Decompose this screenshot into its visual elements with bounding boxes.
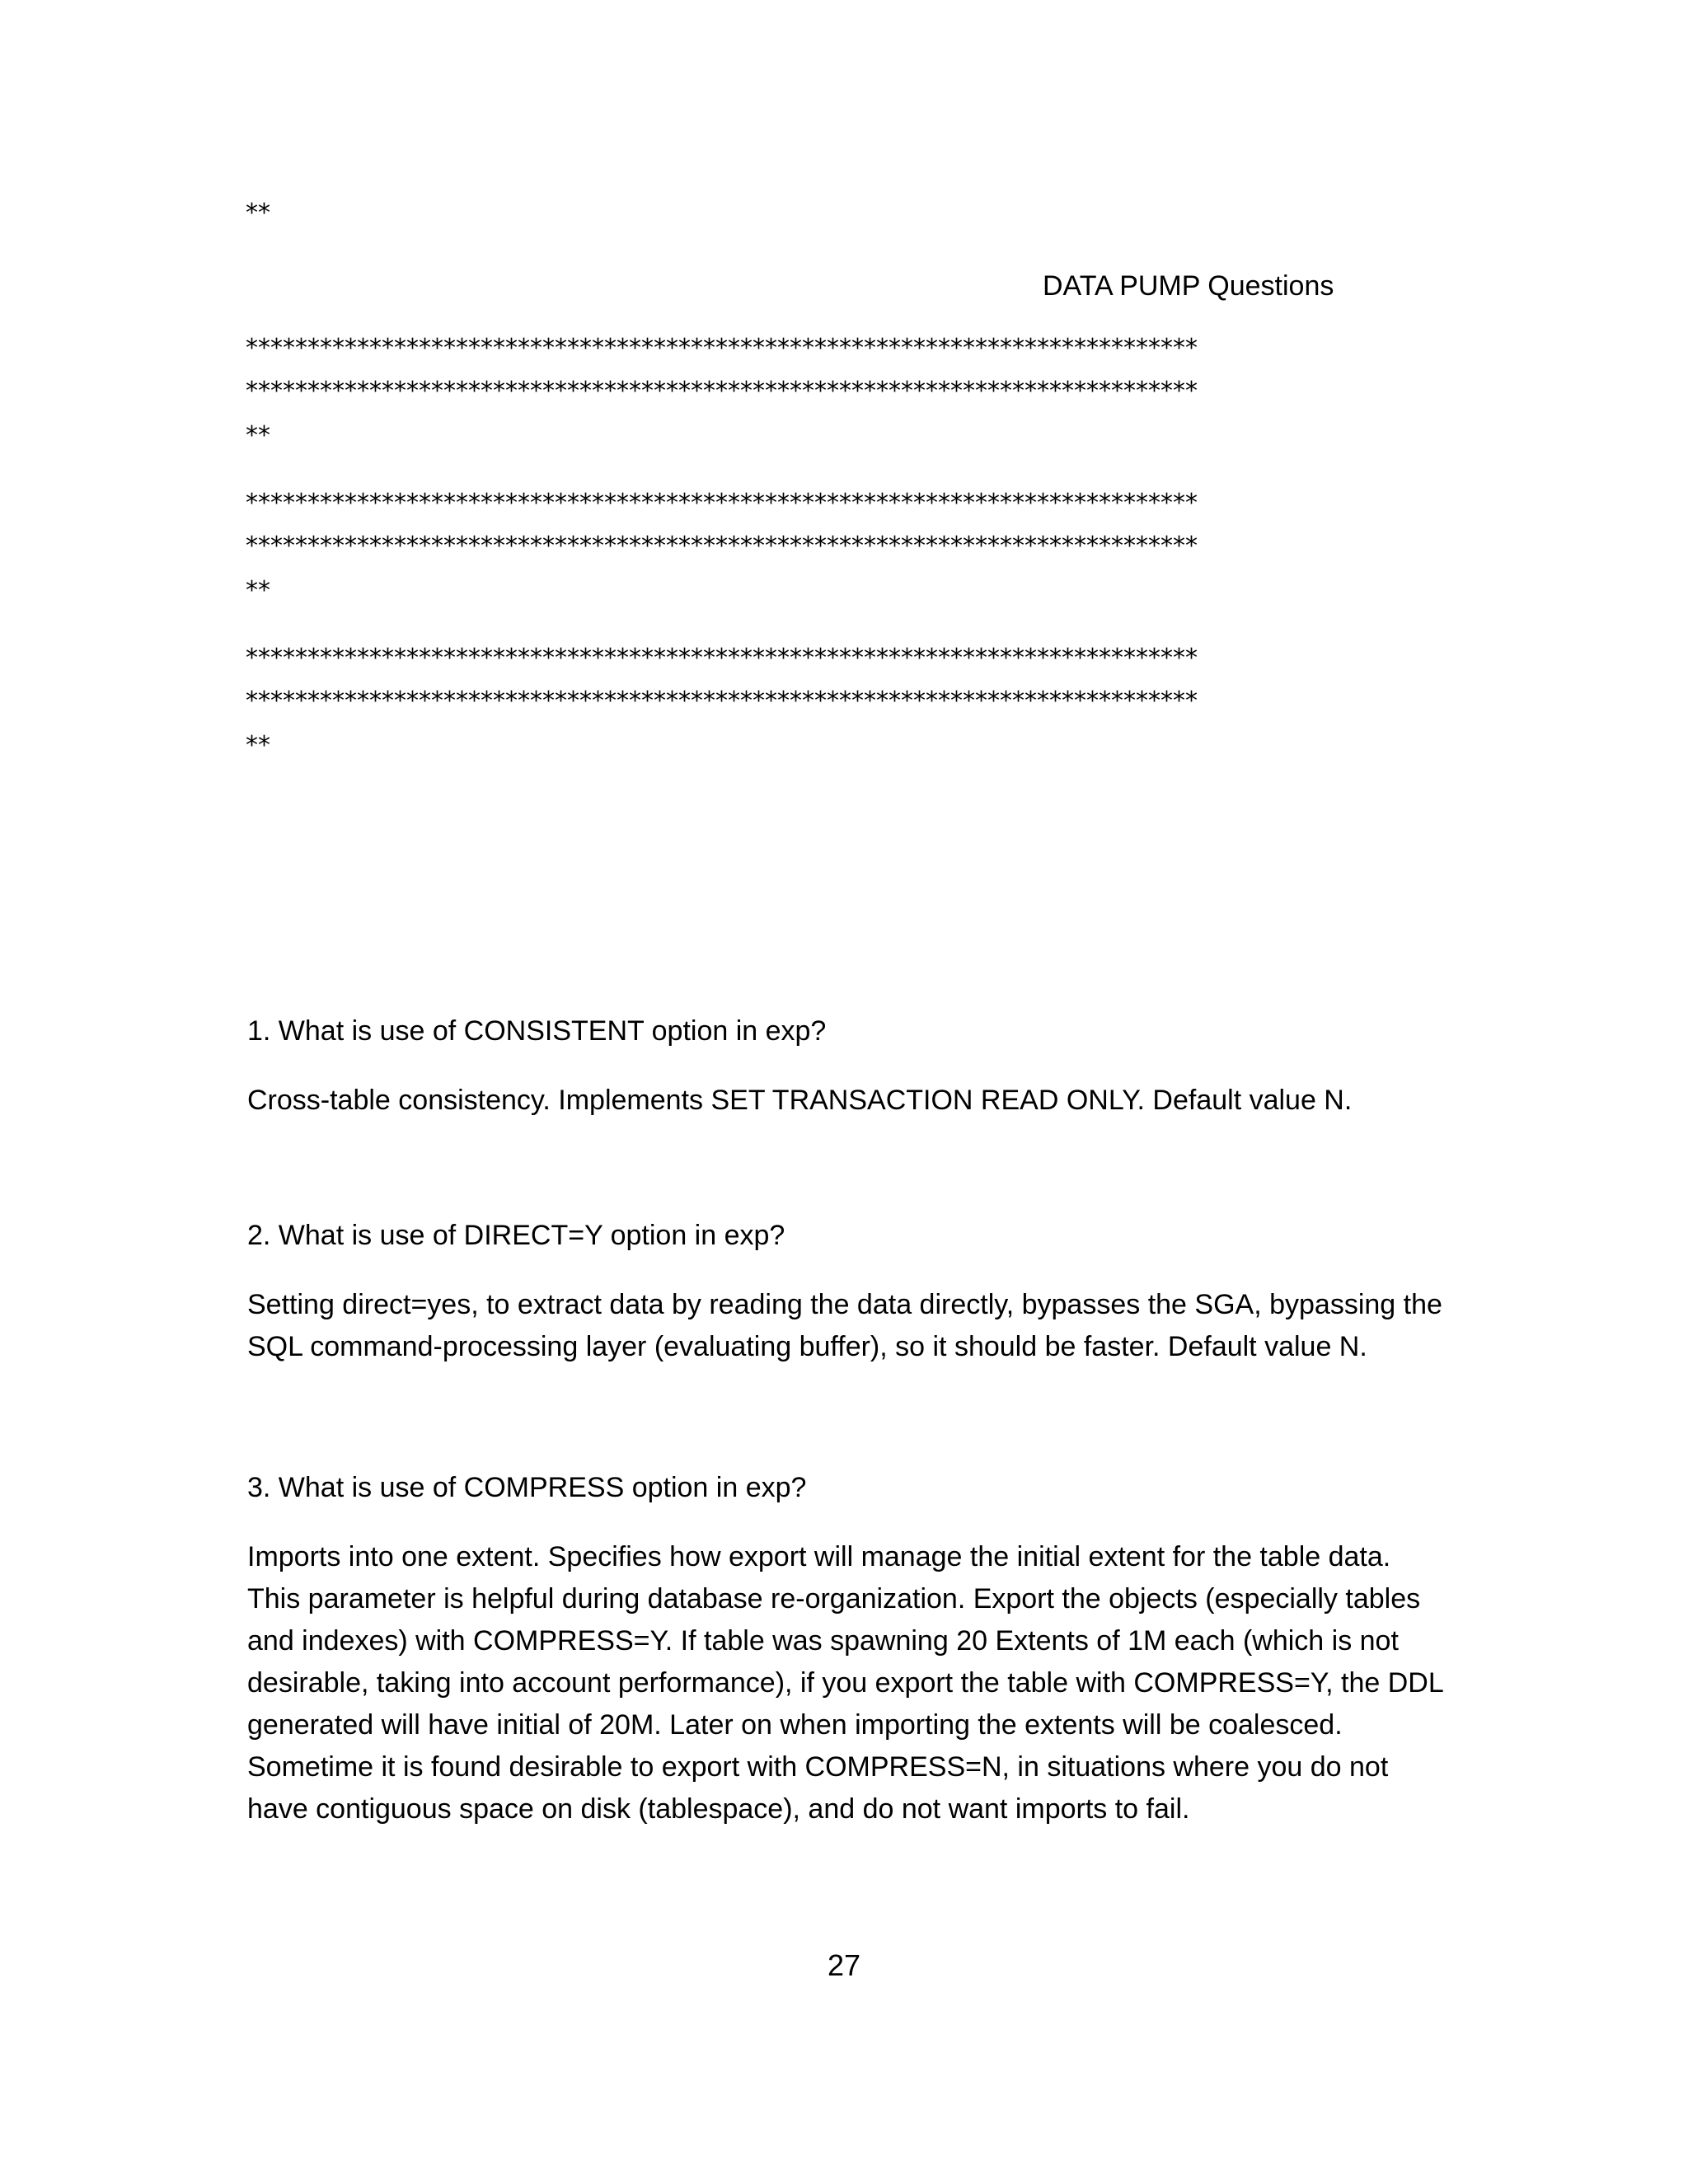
answer-1-line: Cross-table consistency. Implements SET TRANSACTION READ ONLY. Default value N. xyxy=(247,1085,1353,1116)
page-number: 27 xyxy=(828,1948,861,1982)
question-3: 3. What is use of COMPRESS option in exp? xyxy=(247,1472,807,1503)
star-line: ***************************************************************************** xyxy=(246,687,1198,715)
star-line: ** xyxy=(246,576,270,605)
answer-2-line: SQL command-processing layer (evaluating buffer), so it should be faster. Default value N. xyxy=(247,1331,1367,1362)
star-line: ** xyxy=(246,731,270,760)
star-line: ***************************************************************************** xyxy=(246,532,1198,560)
star-line: ***************************************************************************** xyxy=(246,489,1198,518)
star-line: ** xyxy=(246,421,270,450)
answer-3-line: This parameter is helpful during database re-organization. Export the objects (especially tables xyxy=(247,1583,1421,1615)
answer-3-line: have contiguous space on disk (tablespace), and do not want imports to fail. xyxy=(247,1793,1190,1825)
lead-stars: ** xyxy=(246,199,270,227)
question-2: 2. What is use of DIRECT=Y option in exp? xyxy=(247,1220,785,1251)
answer-3-line: Imports into one extent. Specifies how export will manage the initial extent for the table data. xyxy=(247,1541,1391,1572)
section-heading: DATA PUMP Questions xyxy=(1043,270,1334,302)
star-line: ***************************************************************************** xyxy=(246,334,1198,363)
answer-3-line: generated will have initial of 20M. Later on when importing the extents will be coalesced. xyxy=(247,1709,1343,1741)
answer-3-line: desirable, taking into account performance), if you export the table with COMPRESS=Y, the DDL xyxy=(247,1667,1444,1699)
answer-3-line: Sometime it is found desirable to export with COMPRESS=N, in situations where you do not xyxy=(247,1751,1389,1783)
star-line: ***************************************************************************** xyxy=(246,377,1198,405)
answer-2-line: Setting direct=yes, to extract data by reading the data directly, bypasses the SGA, bypassing the xyxy=(247,1289,1442,1320)
answer-3-line: and indexes) with COMPRESS=Y. If table was spawning 20 Extents of 1M each (which is not xyxy=(247,1625,1399,1657)
star-line: ***************************************************************************** xyxy=(246,644,1198,673)
question-1: 1. What is use of CONSISTENT option in exp? xyxy=(247,1015,827,1047)
